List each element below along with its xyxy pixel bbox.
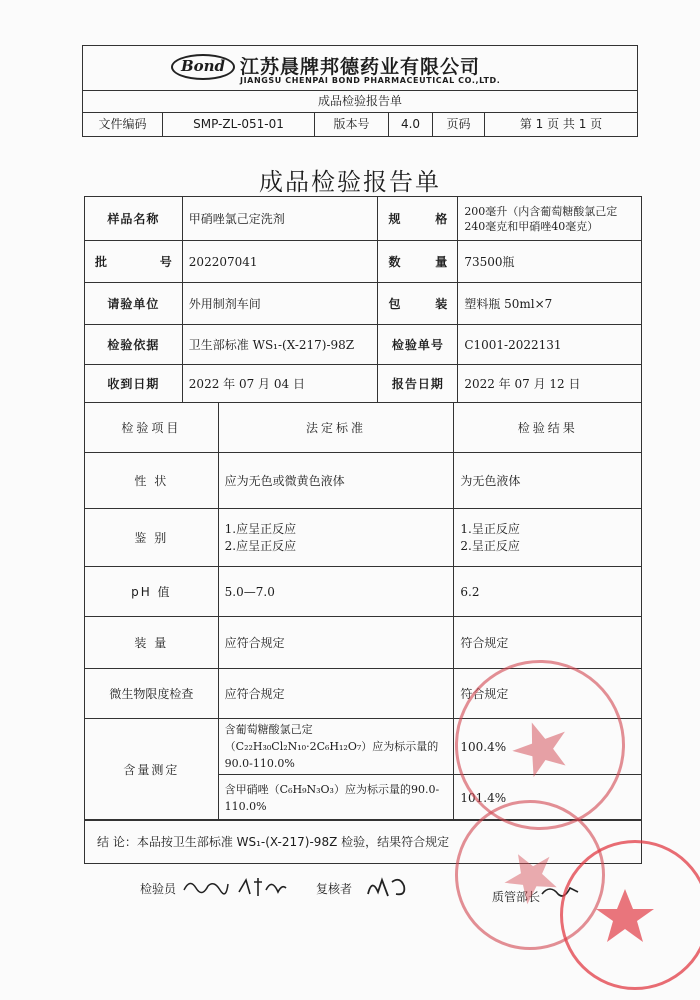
requester: 外用制剂车间 [182,283,378,325]
standard-fill-volume: 应符合规定 [218,617,454,669]
page-label: 页码 [433,112,485,136]
qty: 73500瓶 [458,241,642,283]
document-meta-row [83,112,637,136]
info-row [85,325,642,365]
report-no-label: 检验单号 [378,325,458,365]
basis: 卫生部标准 WS₁-(X-217)-98Z [182,325,378,365]
item-identification: 鉴 别 [85,509,219,567]
company-name-en: JIANGSU CHENPAI BOND PHARMACEUTICAL CO.,LTD. [240,76,501,85]
received-date: 2022 年 07 月 04 日 [182,365,378,403]
info-row [85,365,642,403]
inspector-label: 检验员 [140,882,177,896]
table-row [85,453,642,509]
pack: 塑料瓶 50ml×7 [458,283,642,325]
version-label: 版本号 [315,112,389,136]
result-identification: 1.呈正反应 2.呈正反应 [454,509,642,567]
standard-ph: 5.0—7.0 [218,567,454,617]
result-microbial: 符合规定 [454,669,642,719]
results-header-row [85,403,642,453]
doc-no-label: 文件编码 [83,112,163,136]
col-header-standard: 法定标准 [218,403,454,453]
col-header-item: 检验项目 [85,403,219,453]
form-title: 成品检验报告单 [83,90,637,113]
bond-logo: Bond [171,54,235,80]
reviewer-label: 复核者 [316,882,353,896]
result-appearance: 为无色液体 [454,453,642,509]
result-assay-metronidazole: 101.4% [454,775,642,821]
standard-identification: 1.应呈正反应 2.应呈正反应 [218,509,454,567]
batch: 202207041 [182,241,378,283]
item-fill-volume: 装 量 [85,617,219,669]
inspector-signature [182,876,230,900]
result-ph: 6.2 [454,567,642,617]
document-header [82,45,638,137]
standard-assay-chlorhexidine: 含葡萄糖酸氯己定（C₂₂H₃₀Cl₂N₁₀·2C₆H₁₂O₇）应为标示量的90.0-110.0% [218,719,454,775]
sample-info-table [84,196,642,403]
standard-microbial: 应符合规定 [218,669,454,719]
col-header-result: 检验结果 [454,403,642,453]
item-ph: pH 值 [85,567,219,617]
inspector-signature-2 [236,876,288,902]
city-stamp [560,840,700,990]
basis-label: 检验依据 [85,325,183,365]
report-date: 2022 年 07 月 12 日 [458,365,642,403]
info-row [85,197,642,241]
version: 4.0 [389,112,433,136]
pack-label: 包 装 [378,283,458,325]
result-assay-chlorhexidine: 100.4% [454,719,642,775]
received-label: 收到日期 [85,365,183,403]
company-banner [83,46,637,91]
item-appearance: 性 状 [85,453,219,509]
table-row [85,567,642,617]
reviewer-signature [364,874,410,904]
report-no: C1001-2022131 [458,325,642,365]
spec: 200毫升（内含葡萄糖酸氯己定240毫克和甲硝唑40毫克） [458,197,642,241]
item-microbial: 微生物限度检查 [85,669,219,719]
conclusion-text: 结 论：本品按卫生部标准 WS₁-(X-217)-98Z 检验，结果符合规定 [85,820,642,864]
doc-no: SMP-ZL-051-01 [163,112,315,136]
requester-label: 请验单位 [85,283,183,325]
table-row [85,509,642,567]
batch-label: 批 号 [85,241,183,283]
info-row [85,241,642,283]
qa-manager-label: 质管部长 [492,890,541,904]
standard-appearance: 应为无色或微黄色液体 [218,453,454,509]
report-title: 成品检验报告单 [259,168,441,196]
item-assay: 含量测定 [85,719,219,821]
company-name-cn: 江苏晨牌邦德药业有限公司 [240,56,481,78]
spec-label: 规 格 [378,197,458,241]
result-fill-volume: 符合规定 [454,617,642,669]
qty-label: 数 量 [378,241,458,283]
standard-assay-metronidazole: 含甲硝唑（C₆H₉N₃O₃）应为标示量的90.0-110.0% [218,775,454,821]
sample-name-label: 样品名称 [85,197,183,241]
sample-name: 甲硝唑氯己定洗剂 [182,197,378,241]
report-date-label: 报告日期 [378,365,458,403]
page-number: 第 1 页 共 1 页 [519,117,603,131]
info-row [85,283,642,325]
